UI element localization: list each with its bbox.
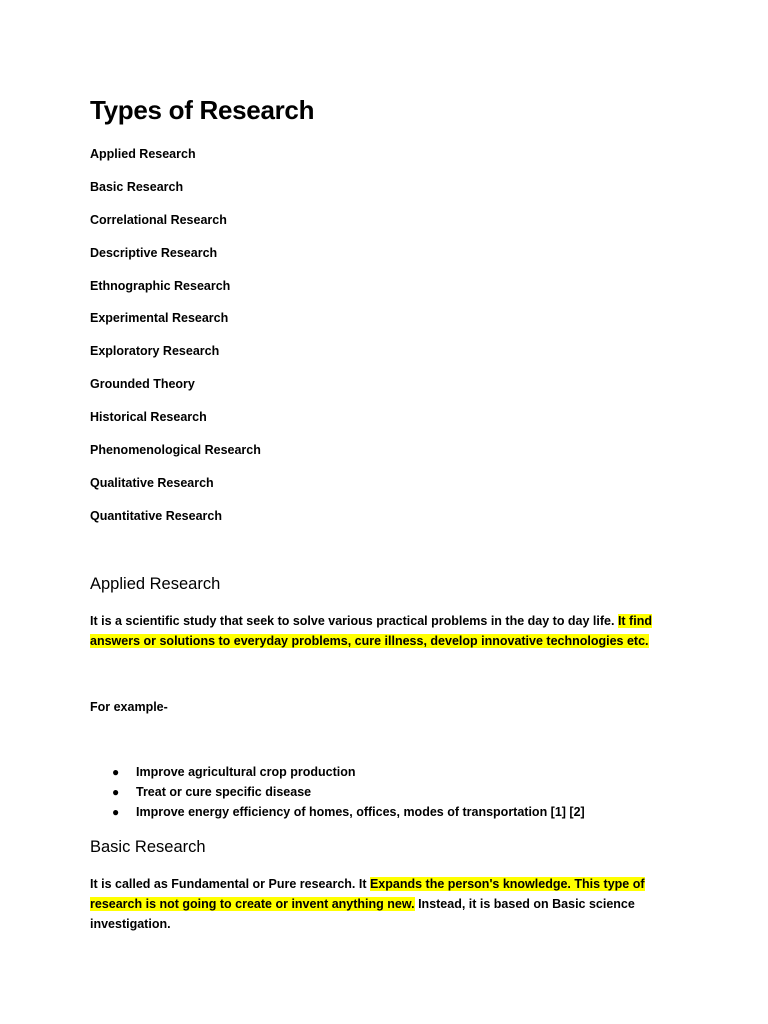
basic-paragraph-highlight: Expands the person's knowledge. This type of research is not going to create or invent anything new. xyxy=(90,877,645,911)
toc-item-historical-research: Historical Research xyxy=(90,410,207,425)
bullet-icon: ● xyxy=(112,805,120,819)
bullet-icon: ● xyxy=(112,765,120,779)
bullet-item xyxy=(90,802,585,822)
basic-research-heading: Basic Research xyxy=(90,838,206,856)
bullet-icon: ● xyxy=(112,785,120,799)
basic-research-paragraph xyxy=(90,874,690,934)
document-title: Types of Research xyxy=(90,95,315,125)
toc-item-qualitative-research: Qualitative Research xyxy=(90,475,214,490)
research-types-list xyxy=(90,145,261,540)
bullet-text: Improve energy efficiency of homes, offices, modes of transportation [1] [2] xyxy=(136,805,585,819)
applied-examples-list xyxy=(90,762,585,822)
bullet-item xyxy=(90,782,585,802)
applied-research-heading: Applied Research xyxy=(90,575,221,593)
toc-item-correlational-research: Correlational Research xyxy=(90,212,227,227)
example-label: For example- xyxy=(90,700,168,714)
applied-paragraph-highlight: It find answers or solutions to everyday problems, cure illness, develop innovative technologies etc. xyxy=(90,614,652,648)
bullet-text: Improve agricultural crop production xyxy=(136,765,356,779)
toc-item-descriptive-research: Descriptive Research xyxy=(90,245,218,260)
basic-paragraph-text-end: Instead, it is based on Basic science investigation. xyxy=(90,897,635,931)
toc-item-quantitative-research: Quantitative Research xyxy=(90,508,222,523)
toc-item-exploratory-research: Exploratory Research xyxy=(90,344,220,359)
bullet-text: Treat or cure specific disease xyxy=(136,785,312,799)
applied-research-paragraph xyxy=(90,611,690,651)
basic-paragraph-text-start: It is called as Fundamental or Pure research. It xyxy=(90,877,370,891)
toc-item-experimental-research: Experimental Research xyxy=(90,311,229,326)
toc-item-phenomenological-research: Phenomenological Research xyxy=(90,443,261,458)
toc-item-applied-research: Applied Research xyxy=(90,147,196,161)
applied-paragraph-text: It is a scientific study that seek to solve various practical problems in the day to day life. xyxy=(90,614,618,628)
toc-item-basic-research: Basic Research xyxy=(90,179,184,194)
toc-item-grounded-theory: Grounded Theory xyxy=(90,377,195,392)
toc-item-ethnographic-research: Ethnographic Research xyxy=(90,278,231,293)
bullet-item xyxy=(90,762,585,782)
